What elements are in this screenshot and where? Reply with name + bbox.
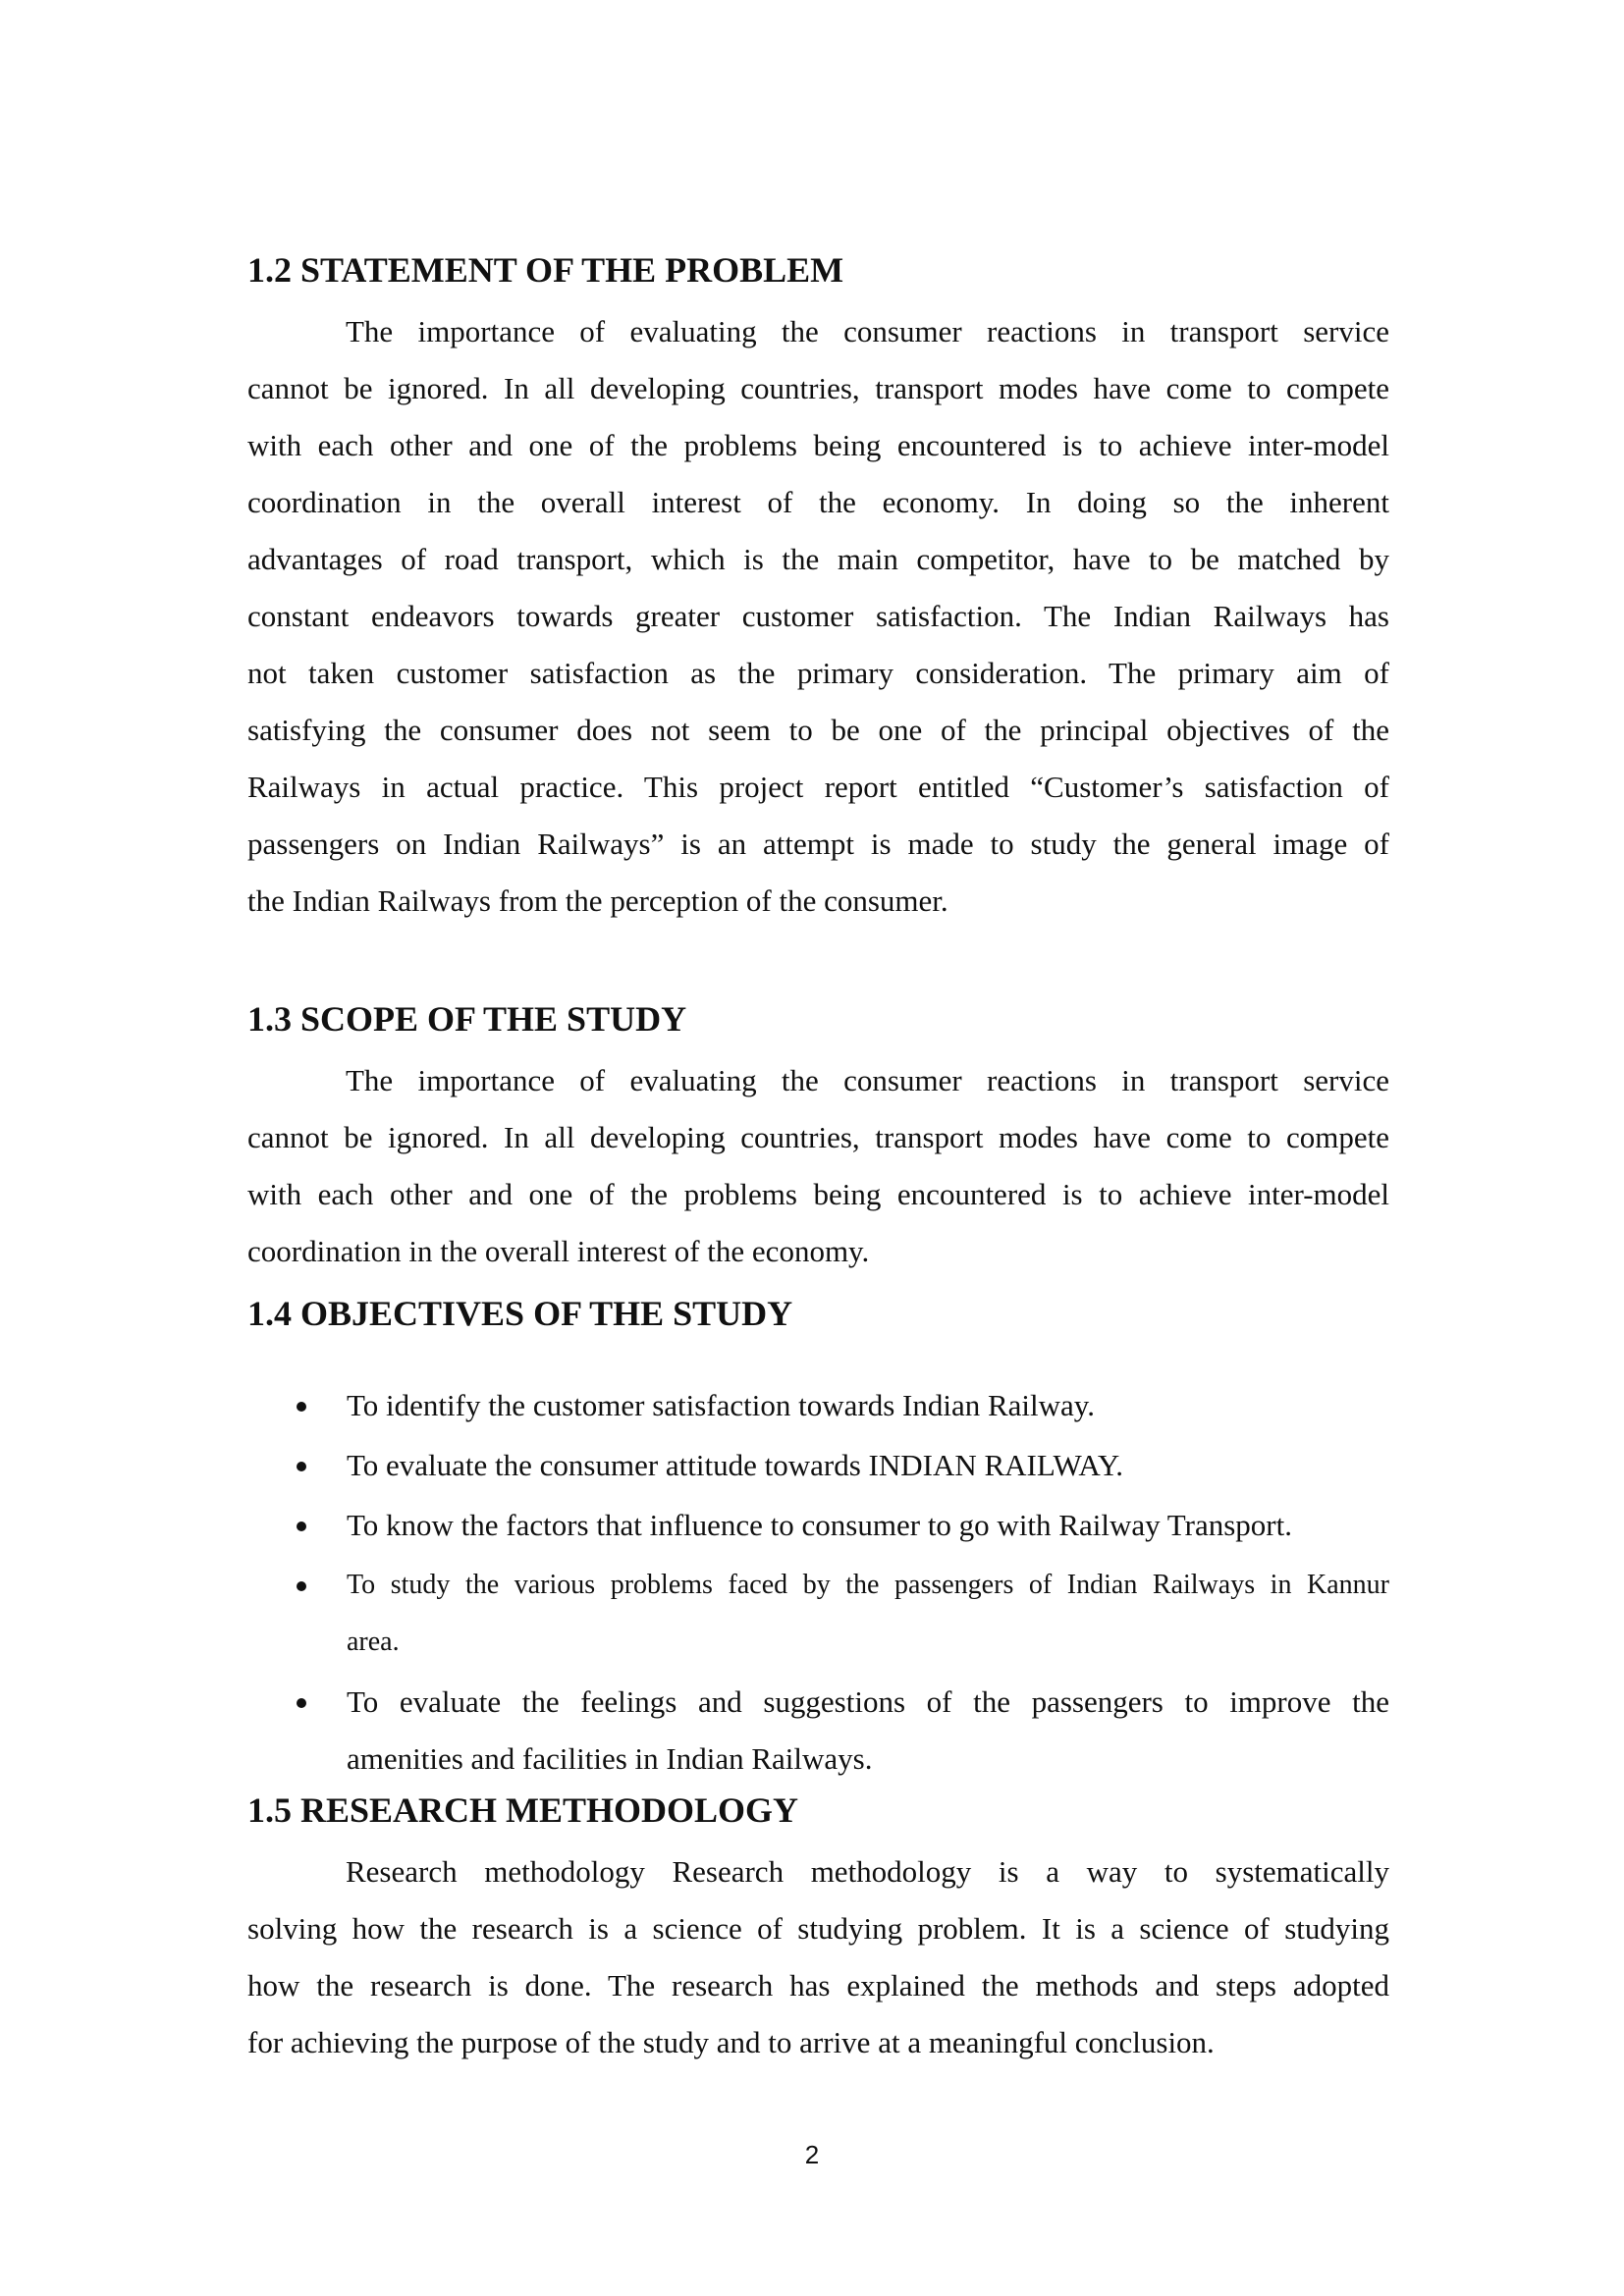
text-line: cannot be ignored. In all developing countries, transport modes have come to compete [247,371,1389,405]
text-line: not taken customer satisfaction as the primary consideration. The primary aim of [247,656,1389,690]
list-item-text: To evaluate the feelings and suggestions of the passengers to improve the [347,1684,1389,1719]
text-line: Railways in actual practice. This project report entitled “Customer’s satisfaction of [247,770,1389,804]
bullet-icon [297,1581,306,1591]
section-heading-objectives: 1.4 OBJECTIVES OF THE STUDY [247,1294,793,1333]
text-line: satisfying the consumer does not seem to be one of the principal objectives of the [247,713,1389,747]
list-item [247,1437,1389,1494]
text-line: The importance of evaluating the consumer reactions in transport service [346,1063,1389,1097]
list-item [247,1557,1389,1671]
text-line: constant endeavors towards greater customer satisfaction. The Indian Railways has [247,599,1389,633]
list-item-text: amenities and facilities in Indian Railways. [347,1741,873,1776]
list-item [247,1377,1389,1434]
list-item [247,1674,1389,1788]
list-item-text: To study the various problems faced by the passengers of Indian Railways in Kannur [347,1570,1389,1600]
text-line: with each other and one of the problems being encountered is to achieve inter-model [247,1177,1389,1211]
text-line: with each other and one of the problems being encountered is to achieve inter-model [247,428,1389,462]
paragraph-statement-of-problem [247,303,1389,930]
list-item [247,1497,1389,1554]
text-line: advantages of road transport, which is the main competitor, have to be matched by [247,542,1389,576]
objectives-list [247,1377,1389,1788]
bullet-icon [297,1698,306,1708]
list-item-text: To know the factors that influence to consumer to go with Railway Transport. [347,1508,1292,1542]
section-heading-scope-of-study: 1.3 SCOPE OF THE STUDY [247,999,687,1039]
bullet-icon [297,1402,306,1412]
text-line: cannot be ignored. In all developing countries, transport modes have come to compete [247,1120,1389,1154]
section-heading-research-methodology: 1.5 RESEARCH METHODOLOGY [247,1790,799,1830]
paragraph-scope-of-study [247,1052,1389,1280]
list-item-text: To evaluate the consumer attitude towards INDIAN RAILWAY. [347,1448,1124,1482]
bullet-icon [297,1522,306,1531]
text-line: coordination in the overall interest of the economy. In doing so the inherent [247,485,1389,519]
text-line: the Indian Railways from the perception of the consumer. [247,883,948,918]
list-item-text: area. [347,1627,400,1657]
paragraph-research-methodology [247,1843,1389,2071]
text-line: Research methodology Research methodology is a way to systematically [346,1854,1389,1889]
text-line: coordination in the overall interest of the economy. [247,1234,870,1268]
section-heading-statement-of-problem: 1.2 STATEMENT OF THE PROBLEM [247,250,844,290]
text-line: for achieving the purpose of the study and to arrive at a meaningful conclusion. [247,2025,1215,2059]
list-item-text: To identify the customer satisfaction towards Indian Railway. [347,1388,1096,1422]
bullet-icon [297,1462,306,1471]
text-line: The importance of evaluating the consumer reactions in transport service [346,314,1389,348]
text-line: solving how the research is a science of studying problem. It is a science of studying [247,1911,1389,1946]
page-number: 2 [804,2140,820,2169]
text-line: passengers on Indian Railways” is an attempt is made to study the general image of [247,827,1389,861]
text-line: how the research is done. The research has explained the methods and steps adopted [247,1968,1389,2002]
